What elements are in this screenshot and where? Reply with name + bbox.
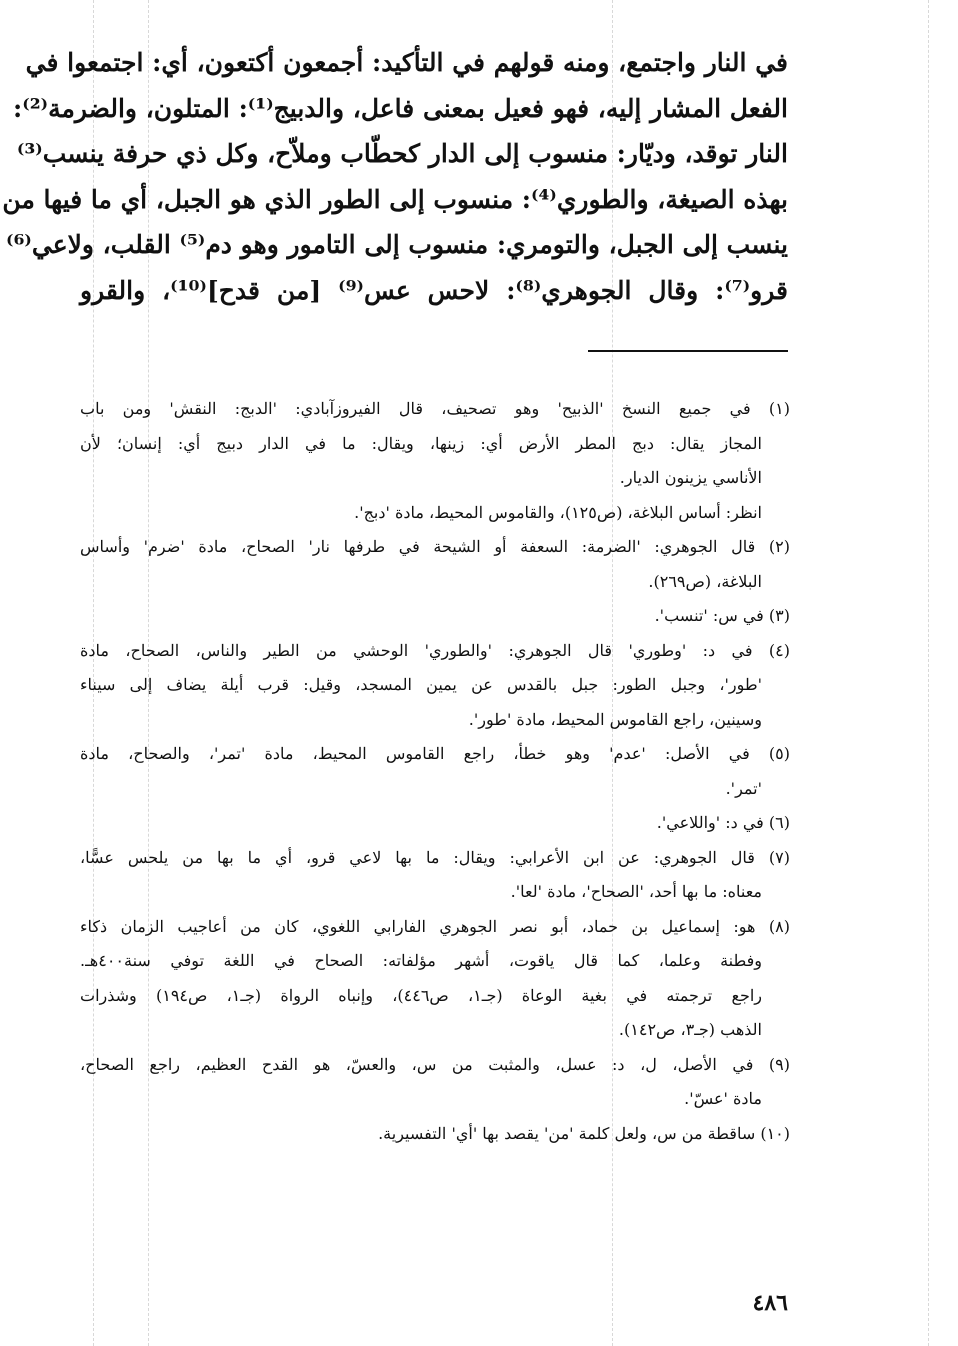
footnotes bbox=[80, 392, 790, 1151]
footnote-line: (٨) هو: إسماعيل بن حماد، أبو نصر الجوهري الفارابي اللغوي، كان من أعاجيب الزمان ذكاء bbox=[80, 916, 790, 936]
footnote-5 bbox=[80, 737, 790, 806]
main-text-line: بهذه الصيغة، والطوري⁽⁴⁾: منسوب إلى الطور الذي هو الجبل، أي ما فيها من bbox=[2, 184, 788, 214]
footnote-3 bbox=[80, 599, 790, 634]
main-text bbox=[2, 40, 788, 313]
footnote-2 bbox=[80, 530, 790, 599]
main-text-line: الفعل المشار إليه، فهو فعيل بمعنى فاعل، والدبيج⁽¹⁾: المتلون، والضرمة⁽²⁾: bbox=[13, 93, 788, 123]
page-number: ٤٨٦ bbox=[752, 1290, 788, 1316]
footnote-line: (٥) في الأصل: 'عدم' وهو خطأ، راجع القاموس المحيط، مادة 'تمر'، والصحاح، مادة bbox=[80, 744, 790, 763]
footnote-line: البلاغة، (ص٢٦٩). bbox=[648, 571, 762, 591]
footnote-1 bbox=[80, 392, 790, 530]
footnote-line: معناه: ما بها أحد، 'الصحاح'، مادة 'لعا'. bbox=[510, 882, 762, 901]
footnote-line: (٢) قال الجوهري: 'الضرمة: السعفة أو الشيحة في طرفها نار' الصحاح، مادة 'ضرم' وأساس bbox=[80, 537, 791, 556]
footnote-line: وسينين، راجع القاموس المحيط، مادة 'طور'. bbox=[468, 709, 762, 729]
footnote-4 bbox=[80, 634, 790, 738]
footnote-line: انظر: أساس البلاغة، (ص١٢٥)، والقاموس المحيط، مادة 'دبج'. bbox=[354, 502, 762, 522]
footnote-8 bbox=[80, 910, 790, 1048]
footnote-line: الذهب (جـ٣، ص١٤٢). bbox=[618, 1020, 762, 1039]
footnote-line: (١) في جميع النسخ 'الذبيح' وهو تصحيف، قال الفيروزآبادي: 'الدبج: النقش' ومن باب bbox=[80, 399, 790, 418]
footnote-line: (٤) في د: 'وطوري' قال الجوهري: 'والطوري' الوحشي من الطير والناس، الصحاح، مادة bbox=[80, 640, 790, 660]
footnote-line: (٣) في س: 'تنسب'. bbox=[654, 606, 790, 625]
footnote-line: راجع ترجمته في بغية الوعاة (جـ١، ص٤٤٦)، وإنباه الرواة (جـ١، ص١٩٤) وشذرات bbox=[80, 985, 763, 1005]
footnote-line: 'تمر'. bbox=[725, 778, 762, 798]
footnote-line: (٧) قال الجوهري: عن ابن الأعرابي: ويقال: ما بها لاعي قرو، أي ما بها من يلحس عسًّا، bbox=[80, 847, 790, 867]
main-text-line: في النار واجتمع، ومنه قولهم في التأكيد: أجمعون أكتعون، أي: اجتمعوا في bbox=[25, 48, 788, 77]
footnote-separator bbox=[588, 350, 788, 352]
footnote-7 bbox=[80, 841, 790, 910]
footnote-line: 'طور'، وجبل الطور: جبل بالقدس عن يمين المسجد، وقيل: قرب أيلة يضاف إلى سيناء bbox=[80, 675, 762, 694]
footnote-9 bbox=[80, 1048, 790, 1117]
footnote-line: (١٠) ساقطة من س، ولعل كلمة 'من' يقصد بها 'أي' التفسيرية. bbox=[378, 1123, 790, 1143]
main-text-line: النار توقد، وديّار: منسوب إلى الدار كحطّاب وملاّح، وكل ذي حرفة ينسب⁽³⁾ bbox=[16, 139, 788, 168]
footnote-10 bbox=[80, 1117, 790, 1152]
scan-artifact-line bbox=[928, 0, 929, 1346]
footnote-line: مادة 'عسّ'. bbox=[684, 1089, 762, 1108]
footnote-6 bbox=[80, 806, 790, 841]
footnote-line: الأناسي يزينون الديار. bbox=[619, 468, 762, 487]
footnote-line: (٩) في الأصل، ل، د: عسل، والمثبت من س، والعسّ، هو القدح العظيم، راجع الصحاح، bbox=[80, 1054, 791, 1074]
main-text-line: ينسب إلى الجبل، والتومري: منسوب إلى التامور وهو دم⁽⁵⁾ القلب، ولاعي⁽⁶⁾ bbox=[6, 230, 788, 259]
footnote-line: المجاز يقال: دبج المطر الأرض أي: زينها، ويقال: ما في الدار دبيج أي: إنسان؛ لأن bbox=[80, 433, 762, 453]
main-text-line: قرو⁽⁷⁾: وقال الجوهري⁽⁸⁾: لاحس عس⁽⁹⁾ [من قدح]⁽¹⁰⁾، والقرو bbox=[80, 275, 788, 305]
footnote-line: وفطنة وعلما، كما قال ياقوت، أشهر مؤلفاته: الصحاح في اللغة توفي سنة٤٠٠هـ. bbox=[80, 951, 762, 970]
footnote-line: (٦) في د: 'واللاعي'. bbox=[656, 813, 790, 832]
